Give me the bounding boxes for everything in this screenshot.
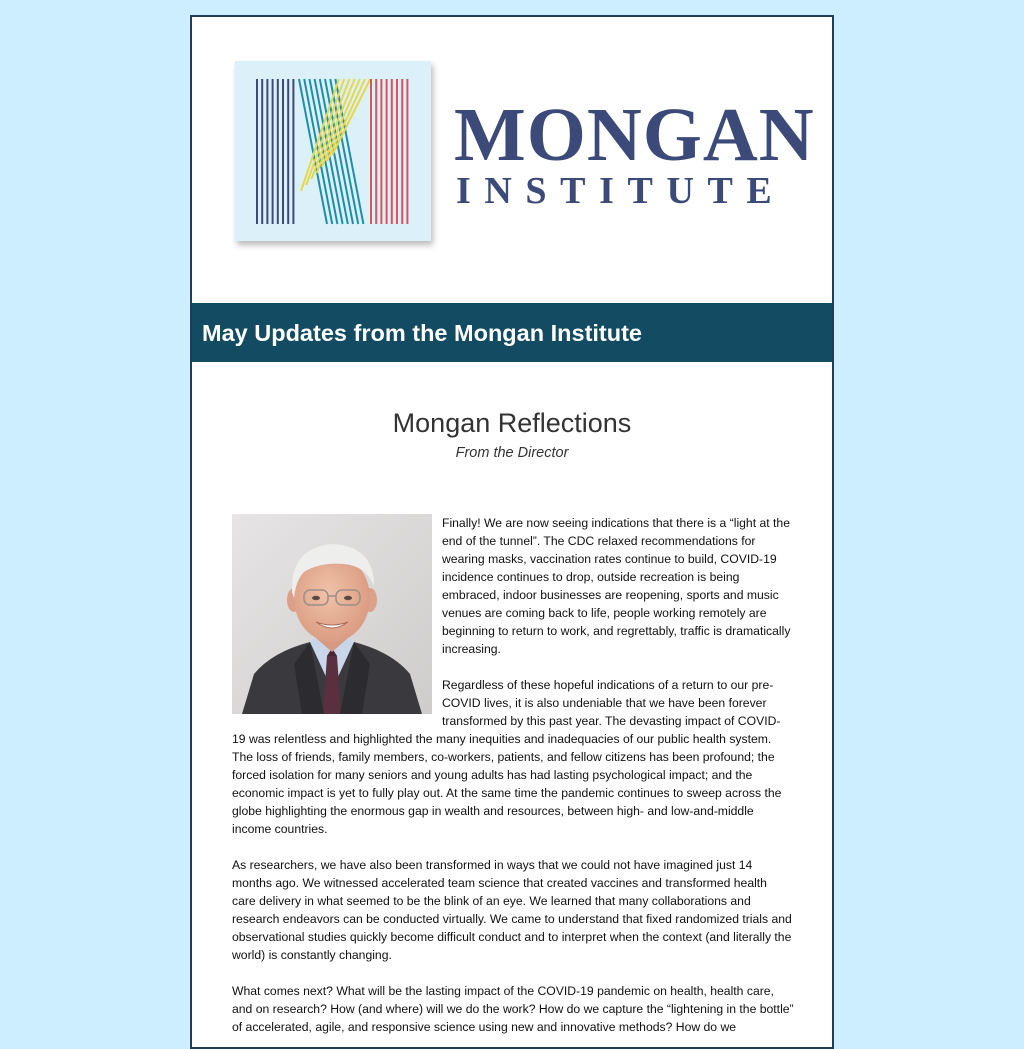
section-subtitle: From the Director bbox=[455, 445, 569, 461]
logo-wordmark-institute: INSTITUTE bbox=[456, 170, 786, 212]
letter-paragraph: What comes next? What will be the lasting impact of the COVID-19 pandemic on health, health care, and on research? How (and where) will we do the work? How do we capture the “lightening in the bottle” of accelerated, agile, and responsive science using new and innovative methods? How do we bbox=[232, 984, 794, 1034]
letter-paragraph: As researchers, we have also been transformed in ways that we could not have imagined just 14 months ago. We witnessed accelerated team science that created vaccines and transformed health care delivery in what seemed to be the blink of an eye. We learned that many collaborations and research endeavors can be conducted virtually. We came to understand that fixed randomized trials and observational studies quickly become difficult conduct and to interpret when the context (and literally the world) is constantly changing. bbox=[232, 858, 792, 962]
striped-m-logo-icon bbox=[235, 61, 431, 241]
director-portrait-photo bbox=[232, 514, 432, 714]
newsletter-email bbox=[190, 15, 834, 1049]
logo-header bbox=[192, 17, 832, 303]
newsletter-banner bbox=[192, 303, 832, 362]
letter-paragraph: Regardless of these hopeful indications of a return to our pre-COVID lives, it is also undeniable that we have been forever transformed by this past year. The devasting impact of COVID-19 was relentless and highlighted the many inequities and inadequacies of our public health system. The loss of friends, family members, co-workers, patients, and fellow citizens has been profound; the forced isolation for many seniors and young adults has had lasting psychological impact; and the economic impact is yet to fully play out. At the same time the pandemic continues to sweep across the globe highlighting the enormous gap in wealth and resources, between high- and low-and-middle income countries. bbox=[232, 678, 782, 836]
logo-wordmark-mongan: MONGAN bbox=[454, 93, 815, 177]
director-letter bbox=[232, 514, 794, 1049]
section-title: Mongan Reflections bbox=[392, 408, 632, 438]
letter-paragraph: Finally! We are now seeing indications that there is a “light at the end of the tunnel”. The CDC relaxed recommendations for wearing masks, vaccination rates continue to build, COVID-19 incidence continues to drop, outside recreation is being embraced, indoor businesses are reopening, sports and music venues are coming back to life, people working remotely are beginning to return to work, and regrettably, traffic is dramatically increasing. bbox=[442, 516, 791, 656]
logo-stripes bbox=[235, 61, 431, 241]
newsletter-title: May Updates from the Mongan Institute bbox=[202, 320, 642, 346]
